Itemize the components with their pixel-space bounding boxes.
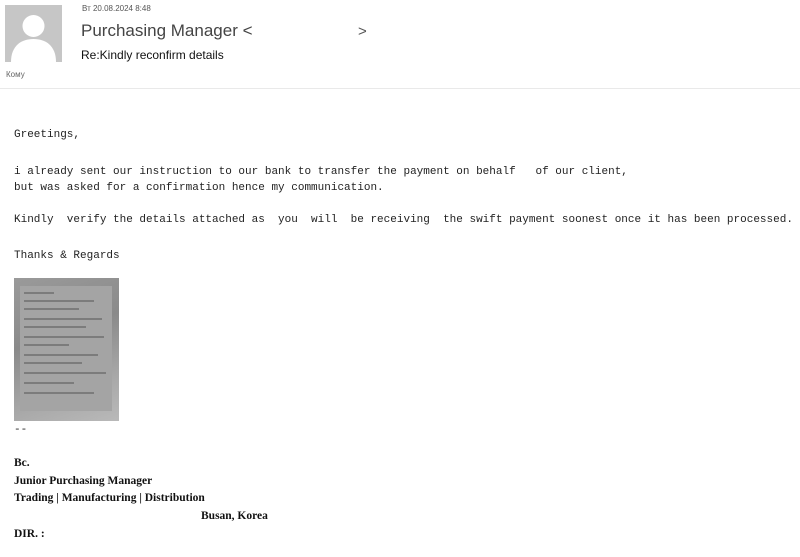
attachment-document-preview — [20, 286, 112, 411]
body-line-2: but was asked for a confirmation hence my communication. — [14, 182, 384, 194]
email-subject: Re:Kindly reconfirm details — [81, 48, 224, 62]
sender-address-close: > — [358, 23, 367, 40]
person-silhouette-icon — [5, 5, 62, 62]
attachment-image-thumbnail[interactable] — [14, 278, 119, 421]
body-line-3: Kindly verify the details attached as you will be receiving the swift payment soonest once it has been processed. — [14, 214, 793, 226]
body-closing: Thanks & Regards — [14, 250, 120, 262]
to-label: Кому — [6, 70, 25, 79]
body-greeting: Greetings, — [14, 129, 81, 141]
signature-title: Junior Purchasing Manager — [14, 475, 153, 487]
sender-avatar[interactable] — [5, 5, 62, 62]
email-header — [0, 0, 800, 88]
signature-company: Trading | Manufacturing | Distribution — [14, 492, 205, 504]
body-line-1: i already sent our instruction to our bank to transfer the payment on behalf of our client, — [14, 166, 628, 178]
signature-dir: DIR. : — [14, 528, 45, 540]
sender-name[interactable]: Purchasing Manager < — [81, 21, 253, 40]
email-date: Вт 20.08.2024 8:48 — [82, 4, 151, 13]
signature-location: Busan, Korea — [201, 510, 268, 522]
signature-separator: -- — [14, 424, 28, 436]
signature-name: Bc. — [14, 457, 30, 469]
header-divider — [0, 88, 800, 89]
